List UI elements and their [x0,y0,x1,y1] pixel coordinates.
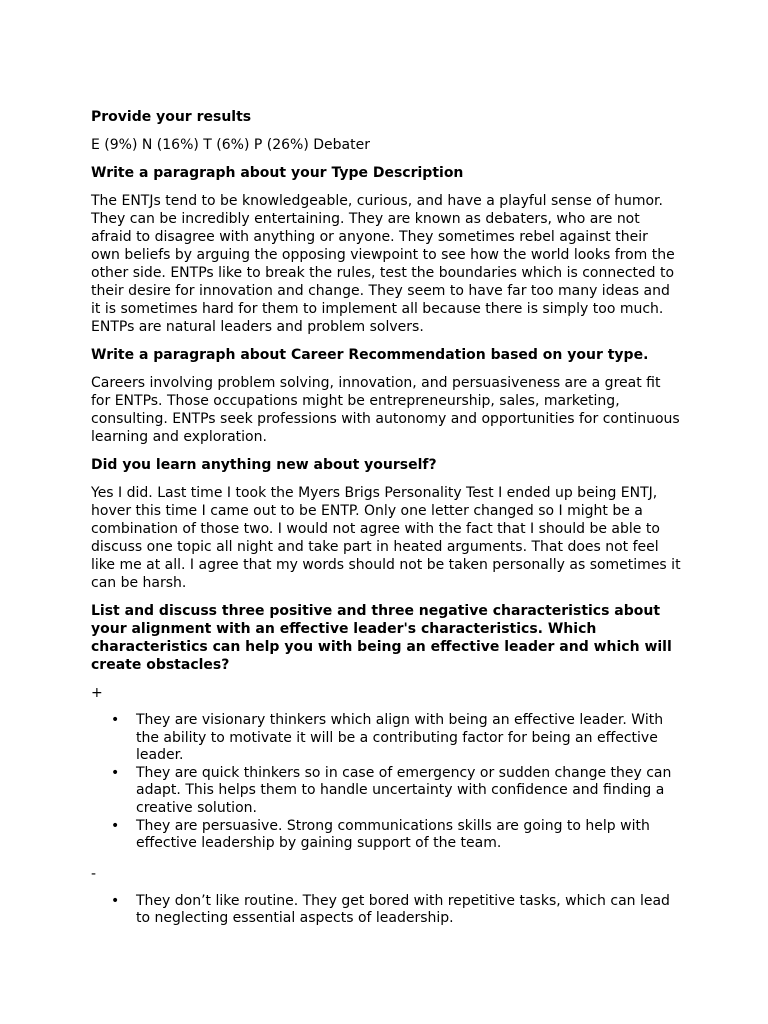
career-paragraph: Careers involving problem solving, innovation, and persuasiveness are a great fit for ENTPs. Those occupations might be entrepreneurship, sales, marketing, consulting. ENTPs seek professions with autonomy and opportunities for continuous learning and exploration. [91,375,680,445]
bullet-icon: • [111,817,120,834]
learn-paragraph: Yes I did. Last time I took the Myers Brigs Personality Test I ended up being ENTJ, hover this time I came out to be ENTP. Only one letter changed so I might be a combination of those two. I would not agree with the fact that I should be able to discuss one topic all night and take part in heated arguments. That does not feel like me at all. I agree that my words should not be taken personally as sometimes it can be harsh. [91,485,681,591]
positive-sign: + [91,685,103,701]
career-heading: Write a paragraph about Career Recommendation based on your type. [91,347,649,363]
list-item-text: They are quick thinkers so in case of emergency or sudden change they can adapt. This helps them to handle uncertainty with confidence and finding a creative solution. [136,764,672,816]
list-item [91,893,681,928]
list-item [91,712,681,765]
list-item [91,765,681,818]
list-item-text: They are visionary thinkers which align with being an effective leader. With the ability to motivate it will be a contributing factor for being an effective leader. [136,712,664,764]
learn-heading: Did you learn anything new about yourself? [91,457,437,473]
type-description-heading: Write a paragraph about your Type Description [91,165,464,181]
results-value: E (9%) N (16%) T (6%) P (26%) Debater [91,137,370,153]
negative-list [91,893,681,928]
bullet-icon: • [111,764,120,781]
document-page [91,108,681,940]
bullet-icon: • [111,892,120,909]
type-description-paragraph: The ENTJs tend to be knowledgeable, curious, and have a playful sense of humor. They can be incredibly entertaining. They are known as debaters, who are not afraid to disagree with anything or anyone. They sometimes rebel against their own beliefs by arguing the opposing viewpoint to see how the world looks from the other side. ENTPs like to break the rules, test the boundaries which is connected to their desire for innovation and change. They seem to have far too many ideas and it is sometimes hard for them to implement all because there is simply too much. ENTPs are natural leaders and problem solvers. [91,193,675,335]
characteristics-heading: List and discuss three positive and three negative characteristics about your alignment with an effective leader's characteristics. Which characteristics can help you with being an effective leader and which will create obstacles? [91,603,672,673]
negative-sign: - [91,865,97,882]
list-item-text: They don’t like routine. They get bored with repetitive tasks, which can lead to neglecting essential aspects of leadership. [136,892,670,927]
list-item [91,818,681,853]
positive-list [91,712,681,853]
list-item-text: They are persuasive. Strong communications skills are going to help with effective leadership by gaining support of the team. [136,817,650,852]
results-heading: Provide your results [91,109,252,125]
bullet-icon: • [111,712,120,728]
